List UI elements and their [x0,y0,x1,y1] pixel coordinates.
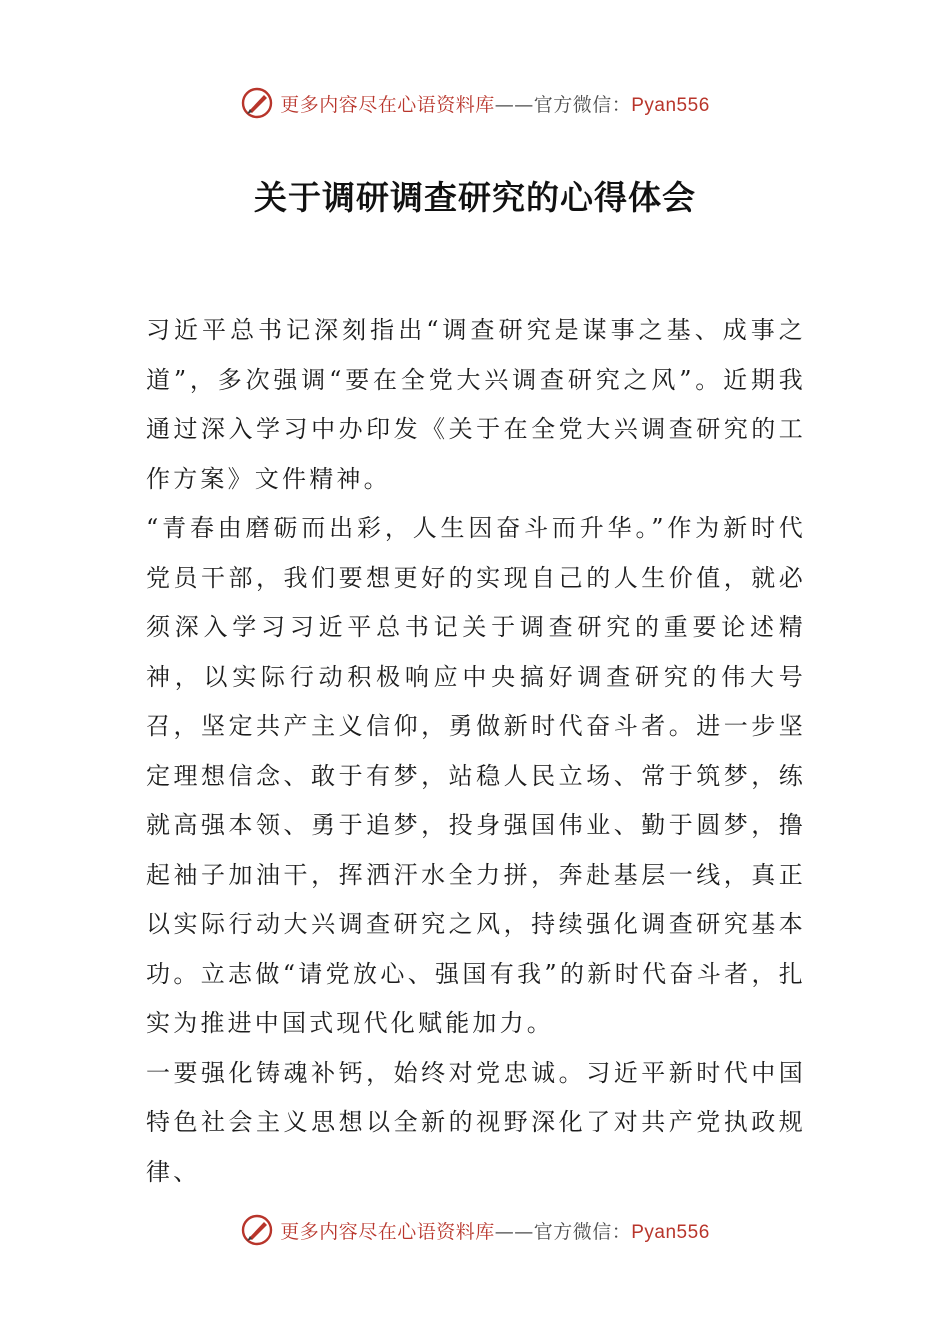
footer-banner-text [280,1217,710,1244]
header-banner-text [280,90,710,117]
document-title: 关于调研调查研究的心得体会 [254,178,696,217]
footer-dash: —— [494,1220,534,1243]
quill-pen-logo-icon [240,1213,274,1247]
paragraph-3: 一要强化铸魂补钙，始终对党忠诚。习近平新时代中国特色社会主义思想以全新的视野深化了对共产党执政规律、 [146,1058,806,1186]
footer-wechat-label: 官方微信： [533,1220,632,1243]
paragraph-1: 习近平总书记深刻指出“调查研究是谋事之基、成事之道”，多次强调“要在全党大兴调查研究之风”。近期我通过深入学习中办印发《关于在全党大兴调查研究的工作方案》文件精神。 [146,316,806,493]
footer-wechat-id: Pyan556 [631,1221,710,1243]
header-dash: —— [494,93,534,116]
quill-pen-logo-icon [240,86,274,120]
paragraph-2: “青春由磨砺而出彩，人生因奋斗而升华。”作为新时代党员干部，我们要想更好的实现自己的人生价值，就必须深入学习习近平总书记关于调查研究的重要论述精神，以实际行动积极响应中央搞好调查研究的伟大号召，坚定共产主义信仰，勇做新时代奋斗者。进一步坚定理想信念、敢于有梦，站稳人民立场、常于筑梦，练就高强本领、勇于追梦，投身强国伟业、勤于圆梦，撸起袖子加油干，挥洒汗水全力拼，奔赴基层一线，真正以实际行动大兴调查研究之风，持续强化调查研究基本功。立志做“请党放心、强国有我”的新时代奋斗者，扎实为推进中国式现代化赋能加力。 [146,514,806,1037]
header-wechat-id: Pyan556 [631,94,710,116]
header-banner [0,83,950,123]
header-brand-text: 更多内容尽在心语资料库 [280,93,495,116]
document-body [146,306,806,1197]
header-wechat-label: 官方微信： [533,93,632,116]
footer-brand-text: 更多内容尽在心语资料库 [280,1220,495,1243]
footer-banner [0,1210,950,1250]
